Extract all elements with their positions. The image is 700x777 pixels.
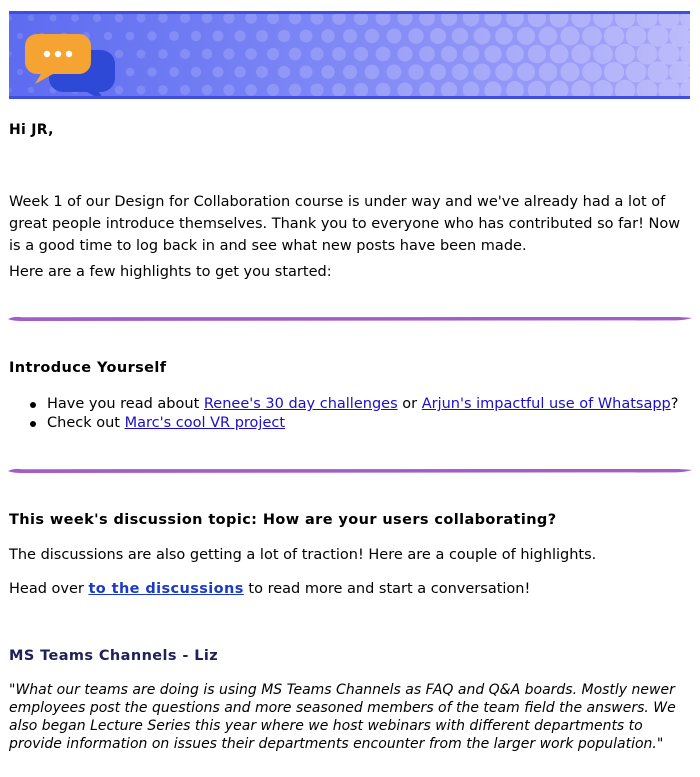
section-divider [8, 314, 692, 324]
bullet-text: Have you read about [47, 396, 204, 412]
header-banner [9, 11, 690, 99]
intro-paragraph: Week 1 of our Design for Collaboration course is under way and we've already had a lot of great people introduce themselves. Thank you to everyone who has contributed so far! Now is a good time to log back in and see what new posts have been made. [9, 194, 681, 254]
chat-bubbles-icon [23, 28, 119, 99]
bullet-text: Check out [47, 415, 125, 431]
arjun-whatsapp-link[interactable]: Arjun's impactful use of Whatsapp [421, 396, 671, 412]
ms-teams-heading: MS Teams Channels - Liz [9, 648, 219, 664]
highlights-intro: Here are a few highlights to get you started: [9, 264, 332, 280]
renee-challenges-link[interactable]: Renee's 30 day challenges [203, 396, 398, 412]
cta-prefix: Head over [9, 581, 89, 597]
bullet-text: or [397, 396, 422, 412]
introduce-yourself-heading: Introduce Yourself [9, 360, 167, 376]
list-item [9, 395, 678, 414]
to-the-discussions-link[interactable]: to the discussions [88, 581, 244, 597]
section-divider [8, 466, 692, 476]
discussion-text: The discussions are also getting a lot of traction! Here are a couple of highlights. [9, 547, 597, 563]
highlight-list [9, 395, 678, 433]
liz-quote: "What our teams are doing is using MS Teams Channels as FAQ and Q&A boards. Mostly newer employees post the questions and more seasoned members of the team field the answers. We also began Lecture Series this year where we host webinars with different departments to provide information on issues their departments encounter from the larger work population." [9, 682, 676, 752]
bullet-text: ? [670, 396, 679, 412]
marc-vr-project-link[interactable]: Marc's cool VR project [124, 415, 286, 431]
list-item [9, 414, 678, 433]
greeting: Hi JR, [9, 122, 54, 138]
discussion-cta [9, 578, 530, 600]
cta-suffix: to read more and start a conversation! [243, 581, 531, 597]
discussion-topic-heading: This week's discussion topic: How are your users collaborating? [9, 512, 557, 528]
